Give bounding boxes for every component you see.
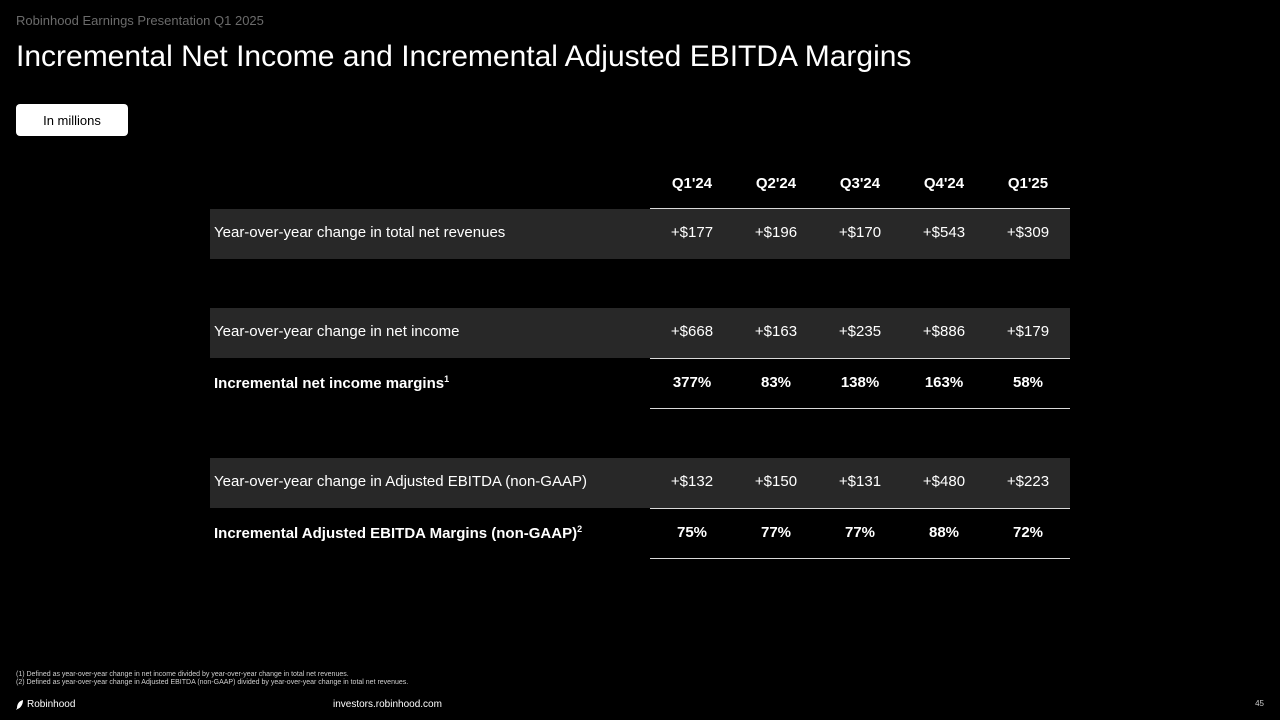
table-cell: 77% — [760, 524, 792, 541]
feather-icon — [16, 700, 24, 710]
table-cell: +$235 — [838, 323, 882, 340]
table-row-net-income-margins — [210, 359, 1070, 409]
row-label: Year-over-year change in net income — [214, 323, 460, 340]
table-cell: +$309 — [1006, 224, 1050, 241]
presentation-label: Robinhood Earnings Presentation Q1 2025 — [16, 13, 264, 28]
row-label: Year-over-year change in Adjusted EBITDA (non-GAAP) — [214, 473, 587, 490]
table-cell: +$223 — [1006, 473, 1050, 490]
table-cell: +$131 — [838, 473, 882, 490]
footnote-1: (1) Defined as year-over-year change in net income divided by year-over-year change in total net revenues. — [16, 671, 349, 678]
table-cell: +$886 — [922, 323, 966, 340]
table-cell: 75% — [676, 524, 708, 541]
footnote-ref: 1 — [444, 374, 450, 384]
page-title: Incremental Net Income and Incremental Adjusted EBITDA Margins — [16, 40, 912, 73]
row-label: Incremental net income margins$^1$ — [214, 374, 450, 392]
investor-url[interactable]: investors.robinhood.com — [333, 699, 442, 710]
table-row-net-income-change — [210, 308, 1070, 358]
footnotes — [16, 671, 408, 687]
table-cell: 377% — [672, 374, 712, 391]
row-label: Year-over-year change in total net revenues — [214, 224, 506, 241]
table-cell: +$480 — [922, 473, 966, 490]
table-row-revenue-change — [210, 209, 1070, 259]
table-cell: 163% — [924, 374, 964, 391]
page-number: 45 — [1255, 699, 1264, 708]
table-row-ebitda-margins — [210, 509, 1070, 559]
table-cell: +$543 — [922, 224, 966, 241]
table-cell: +$196 — [754, 224, 798, 241]
table-cell: +$177 — [670, 224, 714, 241]
column-header: Q1'24 — [671, 175, 713, 192]
column-header: Q4'24 — [923, 175, 965, 192]
column-header: Q1'25 — [1007, 175, 1049, 192]
logo-text: Robinhood — [27, 699, 76, 710]
table-cell: 58% — [1012, 374, 1044, 391]
table-cell: 77% — [844, 524, 876, 541]
footnote-ref: 2 — [577, 524, 583, 534]
table-cell: +$668 — [670, 323, 714, 340]
table-cell: 138% — [840, 374, 880, 391]
units-badge: In millions — [16, 104, 128, 136]
row-label: Incremental Adjusted EBITDA Margins (non-GAAP)$^2$ — [214, 524, 583, 542]
table-cell: 88% — [928, 524, 960, 541]
table-cell: +$150 — [754, 473, 798, 490]
table-row-ebitda-change — [210, 458, 1070, 508]
table-cell: 83% — [760, 374, 792, 391]
column-header: Q3'24 — [839, 175, 881, 192]
table-header-row — [210, 160, 1070, 208]
table-cell: +$163 — [754, 323, 798, 340]
footnote-2: (2) Defined as year-over-year change in Adjusted EBITDA (non-GAAP) divided by year-over-year change in total net revenues. — [16, 679, 409, 686]
table-cell: +$170 — [838, 224, 882, 241]
divider — [650, 558, 1070, 559]
robinhood-logo — [16, 699, 75, 710]
column-header: Q2'24 — [755, 175, 797, 192]
divider — [650, 408, 1070, 409]
table-cell: +$132 — [670, 473, 714, 490]
table-cell: 72% — [1012, 524, 1044, 541]
table-cell: +$179 — [1006, 323, 1050, 340]
